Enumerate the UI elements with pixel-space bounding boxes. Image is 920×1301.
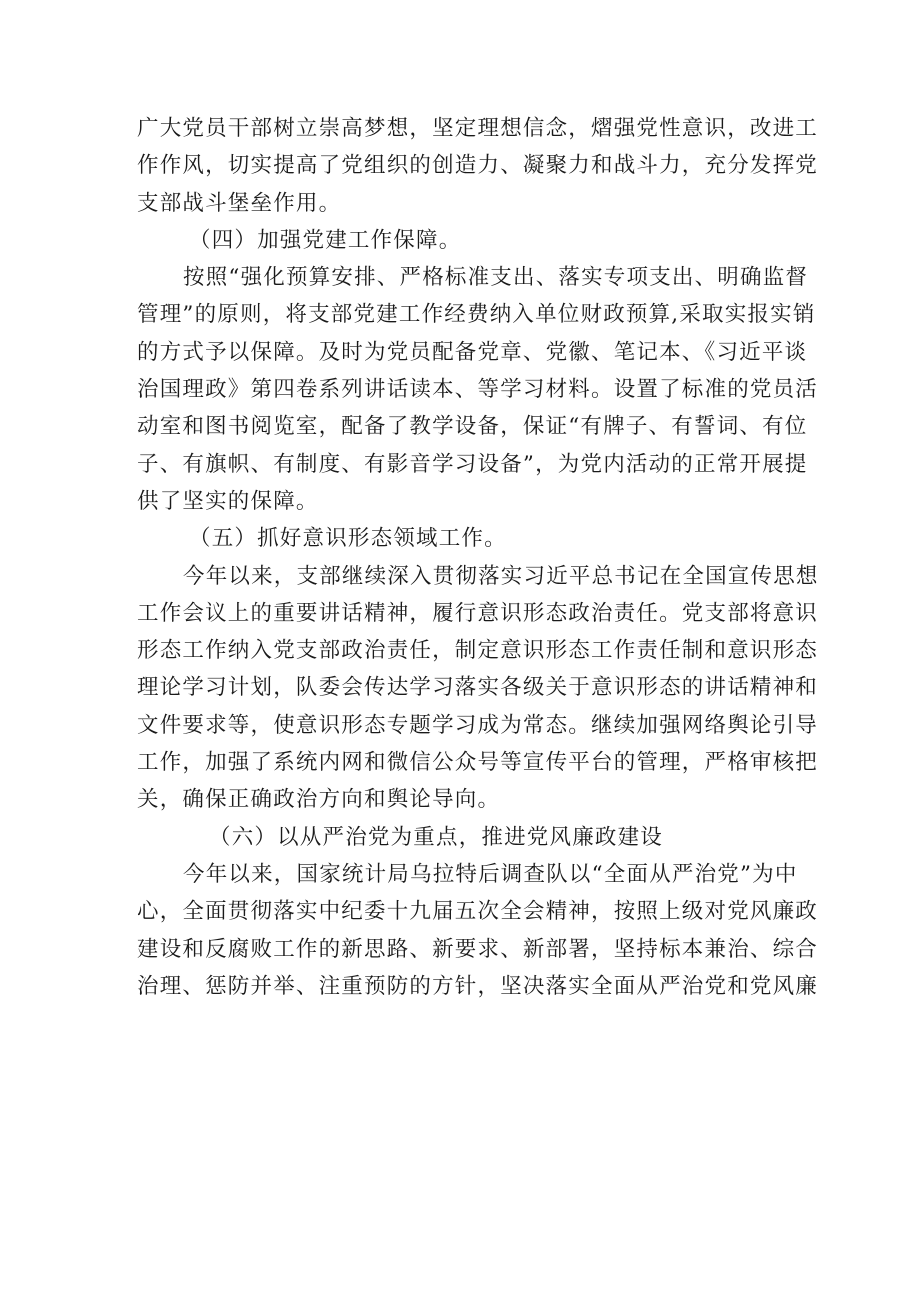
text-line: 文件要求等，使意识形态专题学习成为常态。继续加强网络舆论引导 bbox=[137, 712, 819, 738]
text-line: 今年以来，支部继续深入贯彻落实习近平总书记在全国宣传思想 bbox=[183, 563, 819, 589]
text-line: 关，确保正确政治方向和舆论导向。 bbox=[137, 787, 501, 813]
heading-text: （五）抓好意识形态领域工作。 bbox=[189, 526, 507, 552]
heading-text: （六）以从严治党为重点，推进党风廉政建设 bbox=[209, 824, 664, 850]
text-line: 按照“强化预算安排、严格标准支出、落实专项支出、明确监督 bbox=[183, 265, 809, 291]
text-line: 工作会议上的重要讲话精神，履行意识形态政治责任。党支部将意识 bbox=[137, 600, 819, 626]
text-line: 心，全面贯彻落实中纪委十九届五次全会精神，按照上级对党风廉政 bbox=[137, 899, 819, 925]
paragraph bbox=[137, 259, 819, 520]
text-line: 管理”的原则，将支部党建工作经费纳入单位财政预算,采取实报实销 bbox=[137, 302, 816, 328]
text-line: 建设和反腐败工作的新思路、新要求、新部署，坚持标本兼治、综合 bbox=[137, 936, 819, 962]
text-line: 广大党员干部树立崇高梦想，坚定理想信念，熠强党性意识，改进工 bbox=[137, 116, 819, 141]
heading-text: （四）加强党建工作保障。 bbox=[189, 227, 462, 253]
paragraph bbox=[137, 856, 819, 1005]
text-line: 动室和图书阅览室，配备了教学设备，保证“有牌子、有誓词、有位 bbox=[137, 414, 808, 440]
text-line: 今年以来，国家统计局乌拉特后调查队以“全面从严治党”为中 bbox=[183, 861, 798, 887]
text-line: 支部战斗堡垒作用。 bbox=[137, 190, 342, 216]
section-heading bbox=[137, 222, 789, 259]
text-line: 形态工作纳入党支部政治责任，制定意识形态工作责任制和意识形态 bbox=[137, 638, 819, 664]
paragraph bbox=[137, 558, 819, 819]
text-line: 供了坚实的保障。 bbox=[137, 488, 319, 514]
text-line: 治国理政》第四卷系列讲话读本、等学习材料。设置了标准的党员活 bbox=[137, 377, 819, 403]
document-page bbox=[137, 110, 819, 1005]
text-line: 治理、惩防并举、注重预防的方针，坚决落实全面从严治党和党风廉 bbox=[137, 973, 819, 999]
text-line: 的方式予以保障。及时为党员配备党章、党徽、笔记本、《习近平谈 bbox=[137, 339, 808, 365]
section-heading bbox=[137, 520, 789, 557]
paragraph-continuation bbox=[137, 110, 819, 222]
section-heading bbox=[137, 819, 789, 856]
text-line: 子、有旗帜、有制度、有影音学习设备”，为党内活动的正常开展提 bbox=[137, 451, 808, 477]
text-line: 工作，加强了系统内网和微信公众号等宣传平台的管理，严格审核把 bbox=[137, 750, 819, 776]
text-line: 作作风，切实提高了党组织的创造力、凝聚力和战斗力，充分发挥党 bbox=[137, 153, 819, 179]
text-line: 理论学习计划，队委会传达学习落实各级关于意识形态的讲话精神和 bbox=[137, 675, 819, 701]
